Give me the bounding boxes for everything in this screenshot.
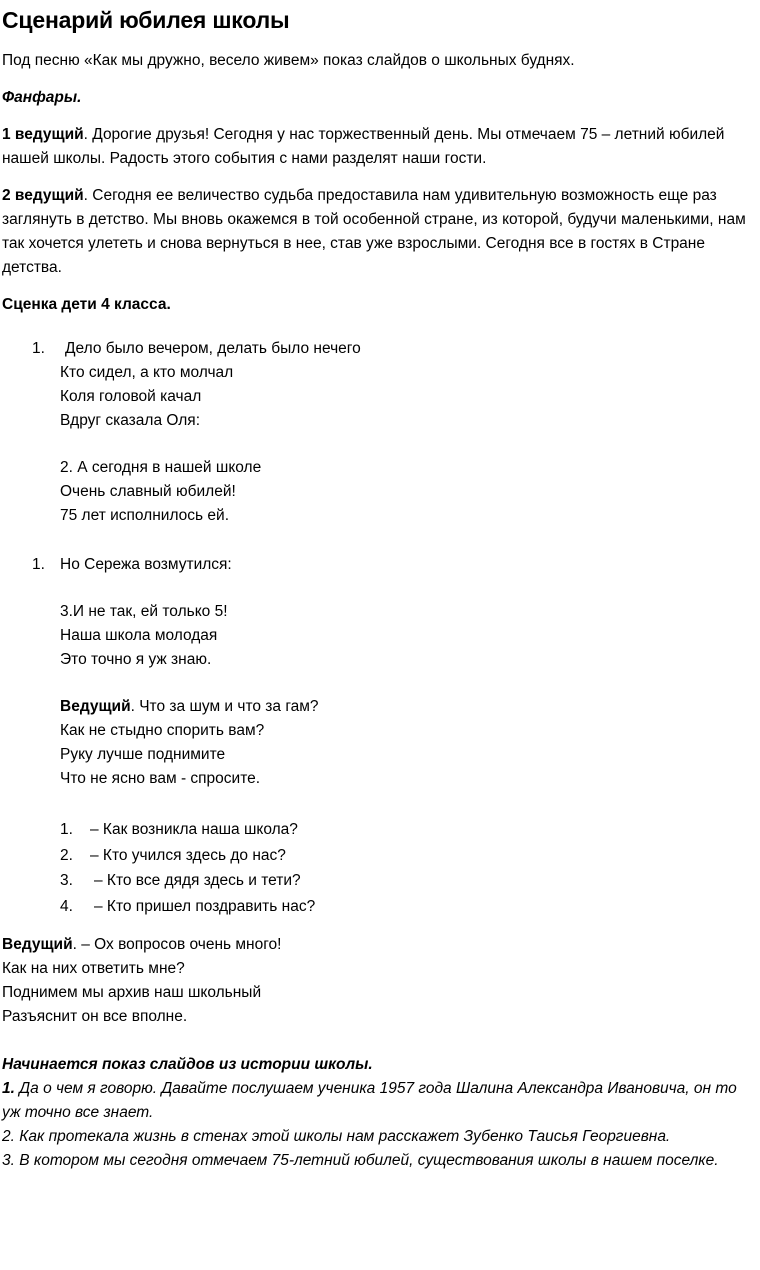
stanza-3 bbox=[2, 553, 754, 577]
scene-heading: Сценка дети 4 класса. bbox=[2, 296, 171, 313]
question-number: 1. bbox=[60, 821, 73, 838]
question-number: 3. bbox=[60, 872, 73, 889]
host-answer-line: . – Ох вопросов очень много! bbox=[72, 936, 282, 953]
stanza-1-number: 1. bbox=[32, 340, 45, 357]
list-item bbox=[2, 843, 754, 869]
question-text: – Кто все дядя здесь и тети? bbox=[94, 872, 301, 889]
host-verse-line: Что не ясно вам - спросите. bbox=[60, 770, 261, 787]
stanza-1-line: Коля головой качал bbox=[60, 388, 202, 405]
stanza-4-line: Наша школа молодая bbox=[60, 627, 218, 644]
host-answer-line: Поднимем мы архив наш школьный bbox=[2, 984, 262, 1001]
slides-item-number: 1. bbox=[2, 1080, 15, 1097]
host-verse bbox=[60, 695, 754, 791]
host-verse-line: . Что за шум и что за гам? bbox=[130, 698, 319, 715]
stanza-1-line: Вдруг сказала Оля: bbox=[60, 412, 201, 429]
stanza-4-line: Это точно я уж знаю. bbox=[60, 651, 212, 668]
host1-label: 1 ведущий bbox=[2, 126, 84, 143]
slides-item-text: Да о чем я говорю. Давайте послушаем ученика 1957 года Шалина Александра Ивановича, он то уж точно все знает. bbox=[2, 1080, 737, 1121]
stanza-2 bbox=[60, 456, 754, 528]
host-verse-line: Руку лучше поднимите bbox=[60, 746, 226, 763]
slides-item: 2. Как протекала жизнь в стенах этой школы нам расскажет Зубенко Таисья Георгиевна. bbox=[2, 1128, 671, 1145]
slides-section bbox=[2, 1053, 754, 1173]
list-item bbox=[2, 894, 754, 920]
stanza-2-line: Очень славный юбилей! bbox=[60, 483, 236, 500]
question-number: 2. bbox=[60, 846, 73, 864]
host-answer-line: Разъяснит он все вполне. bbox=[2, 1008, 188, 1025]
host-answer-label: Ведущий bbox=[2, 936, 73, 953]
host-answer bbox=[2, 933, 754, 1029]
slides-item bbox=[2, 1077, 754, 1125]
host2-label: 2 ведущий bbox=[2, 187, 84, 204]
host2-text: . Сегодня ее величество судьба предоставила нам удивительную возможность еще раз заглянуть в детство. Мы вновь окажемся в той особенной стране, из которой, будучи маленькими, нам так хочется улететь и снова вернуться в нее, став уже взрослыми. Сегодня все в гостях в Стране детства. bbox=[2, 187, 746, 276]
stanza-3-number: 1. bbox=[32, 556, 45, 573]
host-verse-label: Ведущий bbox=[60, 698, 131, 715]
stanza-4 bbox=[60, 600, 754, 672]
intro-paragraph: Под песню «Как мы дружно, весело живем» показ слайдов о школьных буднях. bbox=[2, 52, 575, 69]
stanza-2-line: 75 лет исполнилось ей. bbox=[60, 507, 230, 524]
host1-paragraph bbox=[2, 123, 754, 171]
question-text: – Кто учился здесь до нас? bbox=[90, 846, 286, 864]
fanfare-line: Фанфары. bbox=[2, 89, 82, 106]
stanza-4-line: 3.И не так, ей только 5! bbox=[60, 603, 228, 620]
list-item bbox=[2, 868, 754, 894]
host1-text: . Дорогие друзья! Сегодня у нас торжественный день. Мы отмечаем 75 – летний юбилей нашей школы. Радость этого события с нами разделят наши гости. bbox=[2, 126, 725, 167]
slides-item: 3. В котором мы сегодня отмечаем 75-летний юбилей, существования школы в нашем поселке. bbox=[2, 1152, 719, 1169]
host2-paragraph bbox=[2, 184, 754, 280]
question-list bbox=[2, 817, 754, 919]
stanza-2-line: 2. А сегодня в нашей школе bbox=[60, 459, 262, 476]
stanza-1 bbox=[2, 337, 754, 433]
stanza-1-line: Кто сидел, а кто молчал bbox=[60, 364, 234, 381]
document-title: Сценарий юбилея школы bbox=[2, 7, 290, 33]
list-item bbox=[2, 817, 754, 843]
stanza-3-line: Но Сережа возмутился: bbox=[60, 556, 232, 573]
stanza-1-line: Дело было вечером, делать было нечего bbox=[65, 340, 361, 357]
slides-heading: Начинается показ слайдов из истории школы. bbox=[2, 1056, 373, 1073]
question-text: – Кто пришел поздравить нас? bbox=[94, 897, 316, 915]
host-verse-line: Как не стыдно спорить вам? bbox=[60, 722, 265, 739]
host-answer-line: Как на них ответить мне? bbox=[2, 960, 185, 977]
question-text: – Как возникла наша школа? bbox=[90, 821, 298, 838]
question-number: 4. bbox=[60, 897, 73, 915]
